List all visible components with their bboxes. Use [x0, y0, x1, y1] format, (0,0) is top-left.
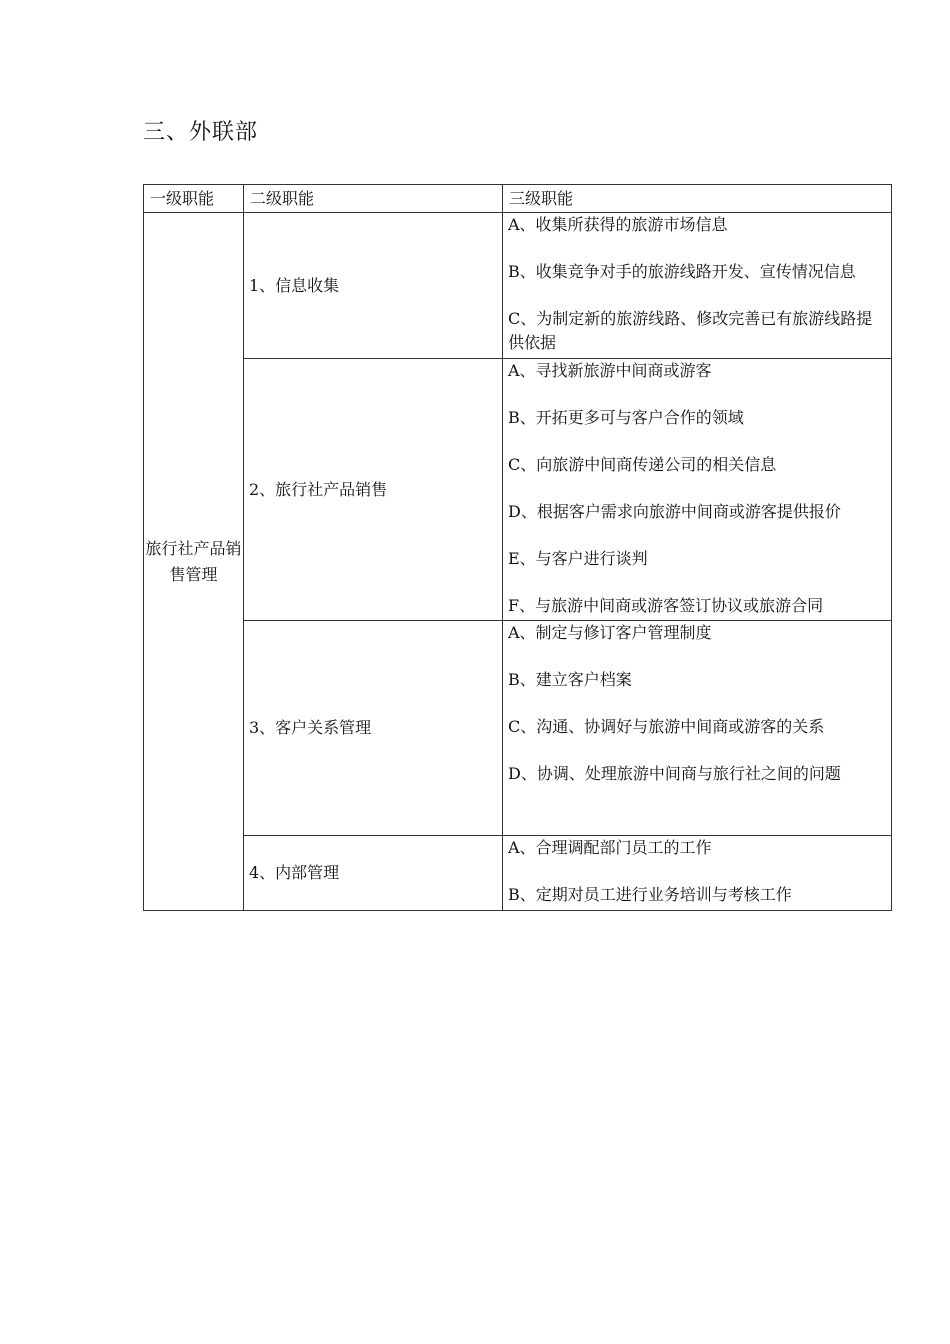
- list-item: B、收集竞争对手的旅游线路开发、宣传情况信息: [508, 262, 856, 281]
- third-level-cell: [503, 213, 892, 359]
- list-item: A、收集所获得的旅游市场信息: [508, 215, 728, 234]
- list-item: A、制定与修订客户管理制度: [508, 623, 712, 642]
- list-item: F、与旅游中间商或游客签订协议或旅游合同: [508, 596, 824, 615]
- second-level-cell: 2、旅行社产品销售: [244, 359, 503, 621]
- second-level-cell: 4、内部管理: [244, 836, 503, 911]
- list-item: A、合理调配部门员工的工作: [508, 838, 712, 857]
- list-item: E、与客户进行谈判: [508, 549, 648, 568]
- function-table: [143, 184, 892, 911]
- list-item: C、沟通、协调好与旅游中间商或游客的关系: [508, 717, 825, 736]
- list-item: C、向旅游中间商传递公司的相关信息: [508, 455, 777, 474]
- second-level-cell: 3、客户关系管理: [244, 621, 503, 836]
- header-third-level: 三级职能: [503, 185, 892, 213]
- table-row: [144, 359, 892, 621]
- third-level-cell: [503, 359, 892, 621]
- list-item: A、寻找新旅游中间商或游客: [508, 361, 712, 380]
- list-item: B、定期对员工进行业务培训与考核工作: [508, 885, 792, 904]
- table-row: [144, 213, 892, 359]
- third-level-cell: [503, 836, 892, 911]
- header-second-level: 二级职能: [244, 185, 503, 213]
- table-row: [144, 836, 892, 911]
- list-item: C、为制定新的旅游线路、修改完善已有旅游线路提供依据: [508, 309, 873, 352]
- section-title: 三、外联部: [143, 120, 259, 145]
- third-level-cell: [503, 621, 892, 836]
- list-item: D、根据客户需求向旅游中间商或游客提供报价: [508, 502, 841, 521]
- table-header-row: [144, 185, 892, 213]
- list-item: B、开拓更多可与客户合作的领域: [508, 408, 744, 427]
- first-level-label: 旅行社产品销售管理: [145, 538, 242, 584]
- table-row: [144, 621, 892, 836]
- header-first-level: 一级职能: [144, 185, 244, 213]
- second-level-cell: 1、信息收集: [244, 213, 503, 359]
- first-level-cell: [144, 213, 244, 911]
- list-item: B、建立客户档案: [508, 670, 632, 689]
- list-item: D、协调、处理旅游中间商与旅行社之间的问题: [508, 764, 841, 783]
